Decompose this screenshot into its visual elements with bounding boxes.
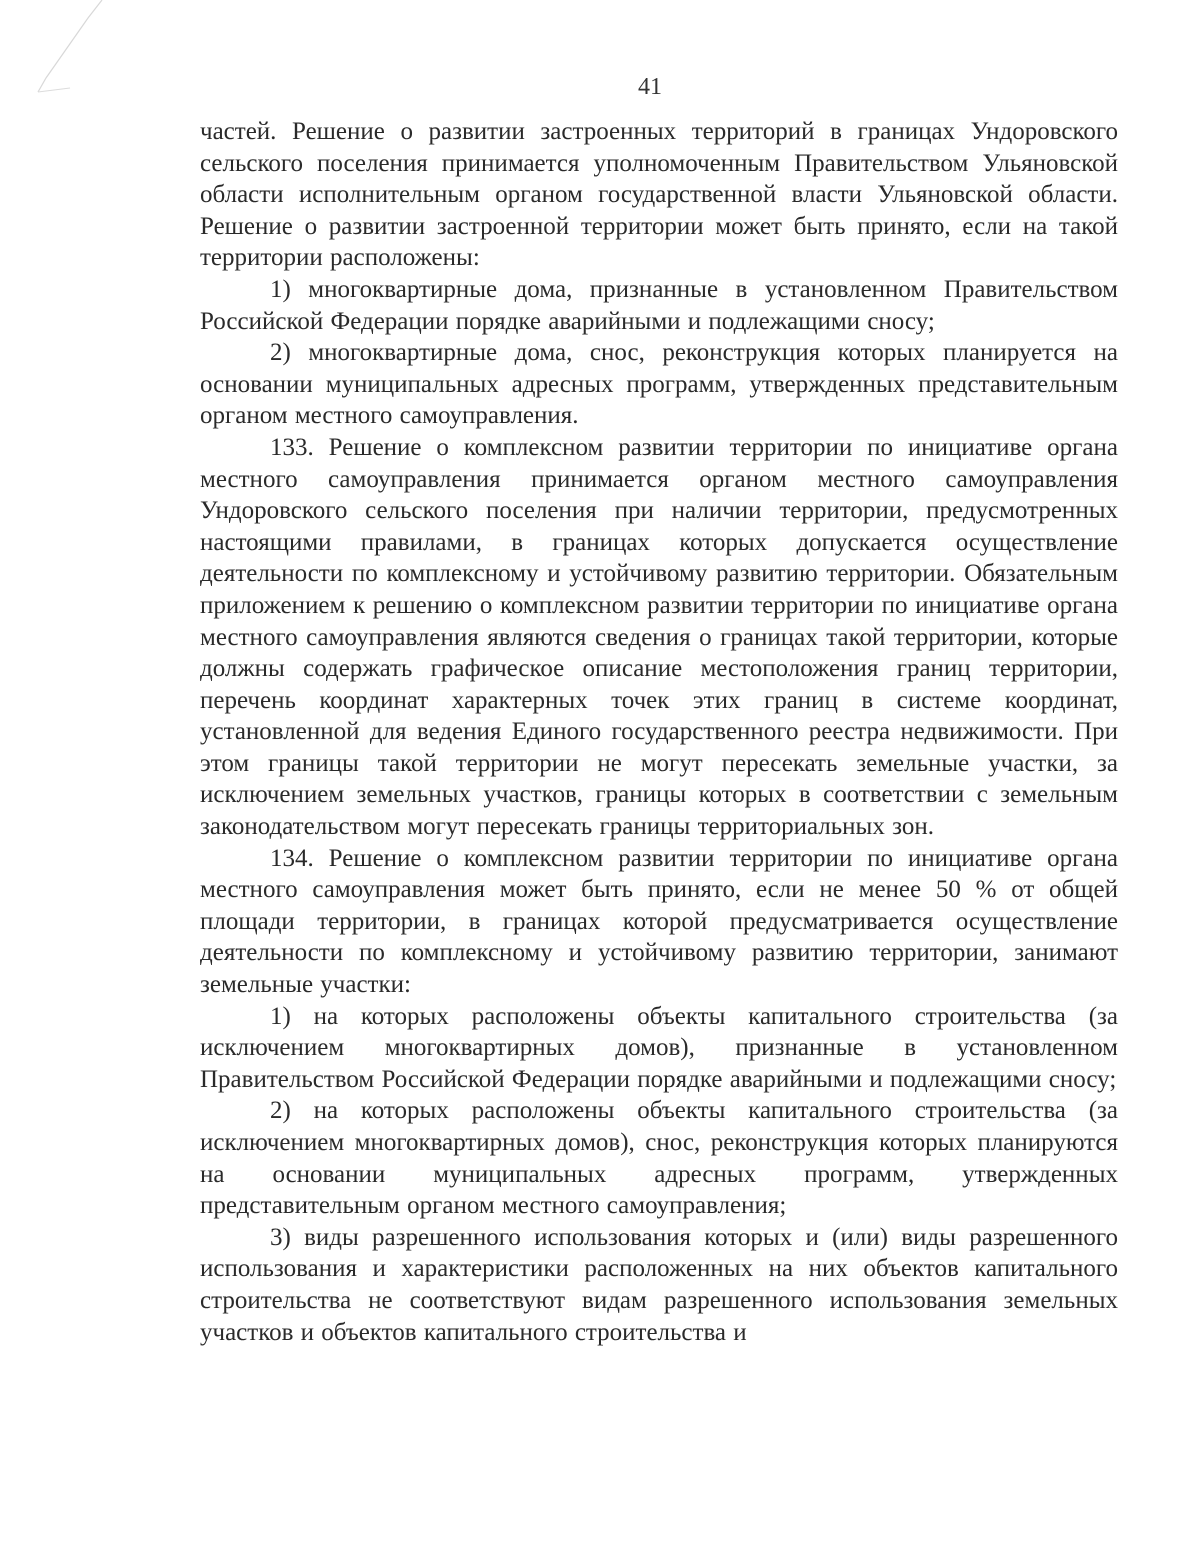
paragraph-intro: частей. Решение о развитии застроенных территорий в границах Ундоровского сельского поселения принимается уполномоченным Правительством Ульяновской области исполнительным органом государственной власти Ульяновской области. Решение о развитии застроенной территории может быть принято, если на такой территории расположены: <box>200 118 1118 272</box>
paragraph-item-1: 1) многоквартирные дома, признанные в установленном Правительством Российской Федерации порядке аварийными и подлежащими сносу; <box>200 275 1118 335</box>
paragraph-clause-133: 133. Решение о комплексном развитии территории по инициативе органа местного самоуправления принимается органом местного самоуправления Ундоровского сельского поселения при наличии территории, предусмотренных настоящими правилами, в границах которых допускается осуществление деятельности по комплексному и устойчивому развитию территории. Обязательным приложением к решению о комплексном развитии территории по инициативе органа местного самоуправления являются сведения о границах такой территории, которые должны содержать графическое описание местоположения границ территории, перечень координат характерных точек этих границ в системе координат, установленной для ведения Единого государственного реестра недвижимости. При этом границы такой территории не могут пересекать земельные участки, за исключением земельных участков, границы которых в соответствии с земельным законодательством могут пересекать границы территориальных зон. <box>200 433 1118 841</box>
paragraph-clause-134-item-2: 2) на которых расположены объекты капитального строительства (за исключением многоквартирных домов), снос, реконструкция которых планируются на основании муниципальных адресных программ, утвержденных представительным органом местного самоуправления; <box>200 1097 1118 1220</box>
paragraph-item-2: 2) многоквартирные дома, снос, реконструкция которых планируется на основании муниципальных адресных программ, утвержденных представительным органом местного самоуправления. <box>200 339 1118 430</box>
paragraph-clause-134-item-1: 1) на которых расположены объекты капитального строительства (за исключением многоквартирных домов), признанные в установленном Правительством Российской Федерации порядке аварийными и подлежащими сносу; <box>200 1002 1118 1093</box>
page-number: 41 <box>638 74 662 100</box>
paragraph-clause-134-item-3: 3) виды разрешенного использования которых и (или) виды разрешенного использования и характеристики расположенных на них объектов капитального строительства не соответствуют видам разрешенного использования земельных участков и объектов капитального строительства и <box>200 1223 1118 1346</box>
paragraph-clause-134: 134. Решение о комплексном развитии территории по инициативе органа местного самоуправления может быть принято, если не менее 50 % от общей площади территории, в границах которой предусматривается осуществление деятельности по комплексному и устойчивому развитию территории, занимают земельные участки: <box>200 844 1118 999</box>
document-body <box>200 116 1118 1348</box>
